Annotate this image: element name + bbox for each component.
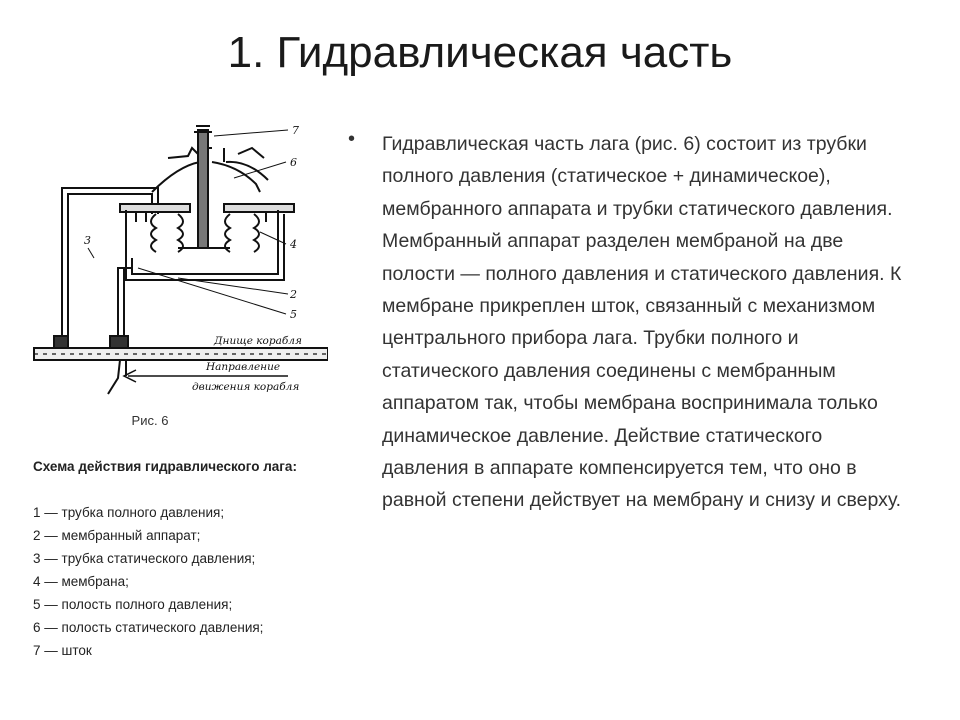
label-2: 2 (290, 288, 297, 301)
figure-legend (33, 455, 353, 662)
legend-item-1: 1 — трубка полного давления; (33, 505, 225, 520)
legend-item-4: 4 — мембрана; (33, 574, 129, 589)
legend-item-7: 7 — шток (33, 643, 92, 658)
legend-title: Схема действия гидравлического лага: (33, 459, 297, 474)
legend-item-6: 6 — полость статического давления; (33, 620, 264, 635)
label-direction-1: Направление (206, 361, 281, 373)
legend-item-3: 3 — трубка статического давления; (33, 551, 256, 566)
label-4: 4 (290, 238, 297, 251)
legend-item-2: 2 — мембранный аппарат; (33, 528, 201, 543)
label-direction-2: движения корабля (192, 381, 300, 393)
bullet-icon: • (348, 128, 356, 150)
label-5: 5 (290, 308, 297, 321)
label-3: 3 (84, 234, 91, 247)
legend-item-5: 5 — полость полного давления; (33, 597, 233, 612)
log-diagram (28, 118, 328, 408)
label-7: 7 (292, 124, 299, 137)
slide-title: 1. Гидравлическая часть (227, 28, 733, 77)
body-paragraph: Гидравлическая часть лага (рис. 6) состоит из трубки полного давления (статическое + динамическое), мембранного аппарата и трубки статического давления. Мембранный аппарат разделен мембраной на две полости — полного давления и статического давления. К мембране прикреплен шток, связанный с механизмом центрального прибора лага. Трубки полного и статического давления соединены с мембранным аппаратом так, чтобы мембрана воспринимала только динамическое давление. Действие статического давления в аппарате компенсируется тем, что оно в равной степени действует на мембрану и снизу и сверху. (382, 133, 902, 512)
label-hull: Днище корабля (214, 335, 302, 347)
figure-caption: Рис. 6 (131, 413, 169, 428)
label-6: 6 (290, 156, 297, 169)
